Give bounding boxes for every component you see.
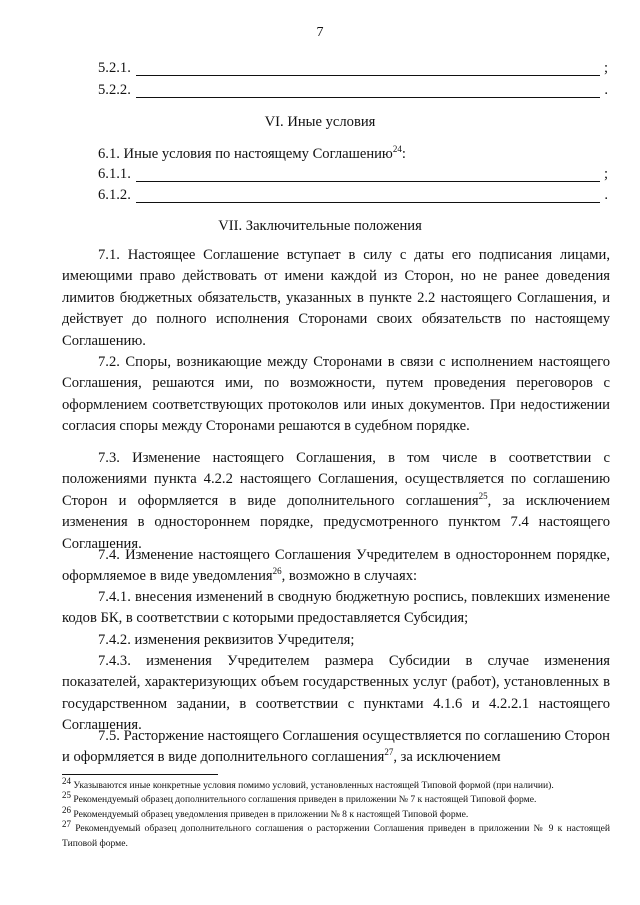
text: , за исключением	[393, 749, 501, 766]
footnote-ref-25[interactable]: 25	[478, 490, 488, 501]
line-punctuation: .	[604, 187, 608, 203]
footnotes	[62, 775, 610, 851]
intro-text: 6.1. Иные условия по настоящему Соглашению	[98, 146, 393, 162]
paragraph-7-2: 7.2. Споры, возникающие между Сторонами в связи с исполнением настоящего Соглашения, решаются ими, по возможности, путем проведения переговоров с оформлением соответствующих протоколов или иных документов. При недостижении согласия споры между Сторонами решаются в судебном порядке.	[62, 354, 610, 435]
blank-line-6-1-1	[98, 166, 610, 184]
item-number: 6.1.2.	[98, 187, 131, 203]
footnote-text: Указываются иные конкретные условия помимо условий, установленных настоящей Типовой формой (при наличии).	[73, 780, 554, 791]
line-punctuation: ;	[603, 166, 608, 182]
page-number: 7	[316, 25, 324, 40]
line-punctuation: ;	[603, 60, 608, 76]
fill-in-rule	[136, 97, 600, 98]
item-number: 6.1.1.	[98, 166, 131, 182]
blank-line-5-2-1	[98, 60, 610, 78]
footnote-text: Рекомендуемый образец дополнительного соглашения о расторжении Соглашения приведен в приложении № 9 к настоящей Типовой форме.	[62, 823, 610, 849]
line-punctuation: .	[604, 82, 608, 98]
text: 7.4. Изменение настоящего Соглашения Учредителем в одностороннем порядке, оформляемое в виде уведомления	[62, 547, 610, 585]
item-number: 5.2.2.	[98, 82, 131, 98]
footnote-text: Рекомендуемый образец дополнительного соглашения приведен в приложении № 7 к настоящей Типовой форме.	[73, 794, 537, 806]
text: , за исключением изменения в одностороннем порядке, предусмотренного пунктом 7.4 настоящего Соглашения.	[62, 492, 611, 552]
blank-line-6-1-2	[98, 187, 610, 205]
fill-in-rule	[136, 181, 600, 182]
footnote-ref-26[interactable]: 26	[272, 566, 282, 577]
intro-tail: :	[401, 146, 406, 162]
section-6-intro	[98, 146, 406, 163]
footnote-mark: 27	[62, 819, 71, 830]
text: , возможно в случаях:	[281, 568, 418, 585]
footnote-26	[62, 804, 610, 822]
fill-in-rule	[136, 202, 600, 203]
footnote-text: Рекомендуемый образец уведомления приведен в приложении № 8 к настоящей Типовой форме.	[73, 808, 469, 820]
footnote-separator	[62, 774, 218, 775]
paragraph-7-4-1: 7.4.1. внесения изменений в сводную бюджетную роспись, повлекших изменение кодов БК, в соответствии с которыми предоставляется Субсидия;	[62, 589, 610, 627]
paragraph-7-4-3: 7.4.3. изменения Учредителем размера Субсидии в случае изменения показателей, характеризующих объем государственных услуг (работ), установленных в государственном задании, в соответствии с пунктами 4.1.6 и 4.2.2.1 настоящего Соглашения.	[62, 653, 610, 734]
paragraph-7-1: 7.1. Настоящее Соглашение вступает в силу с даты его подписания лицами, имеющими право действовать от имени каждой из Сторон, но не ранее доведения лимитов бюджетных обязательств, указанных в пункте 2.2 настоящего Соглашения, и действует до полного исполнения Сторонами своих обязательств по настоящему Соглашению.	[62, 247, 610, 349]
paragraph-7-3	[62, 448, 610, 555]
item-number: 5.2.1.	[98, 60, 131, 76]
paragraph-7-5	[62, 726, 610, 769]
footnote-25	[62, 790, 610, 807]
footnote-ref-27[interactable]: 27	[384, 747, 394, 758]
text: 7.5. Расторжение настоящего Соглашения осуществляется по соглашению Сторон и оформляется в виде дополнительного соглашения	[62, 728, 610, 766]
paragraph-7-4	[62, 545, 610, 588]
section-6-heading: VI. Иные условия	[264, 114, 376, 130]
footnote-ref-24[interactable]: 24	[392, 144, 402, 155]
footnote-mark: 25	[62, 790, 71, 801]
footnote-24	[62, 775, 610, 793]
footnote-mark: 24	[62, 775, 71, 786]
footnote-mark: 26	[62, 804, 71, 815]
text: 7.3. Изменение настоящего Соглашения, в том числе в соответствии с положениями пункта 4.2.2 настоящего Соглашения, осуществляется по соглашению Сторон и оформляется в виде дополнительного соглашения	[62, 450, 610, 509]
footnote-27	[62, 819, 610, 851]
blank-line-5-2-2	[98, 82, 610, 100]
fill-in-rule	[136, 75, 600, 76]
paragraph-7-4-2: 7.4.2. изменения реквизитов Учредителя;	[98, 632, 355, 648]
section-7-heading: VII. Заключительные положения	[218, 218, 422, 234]
